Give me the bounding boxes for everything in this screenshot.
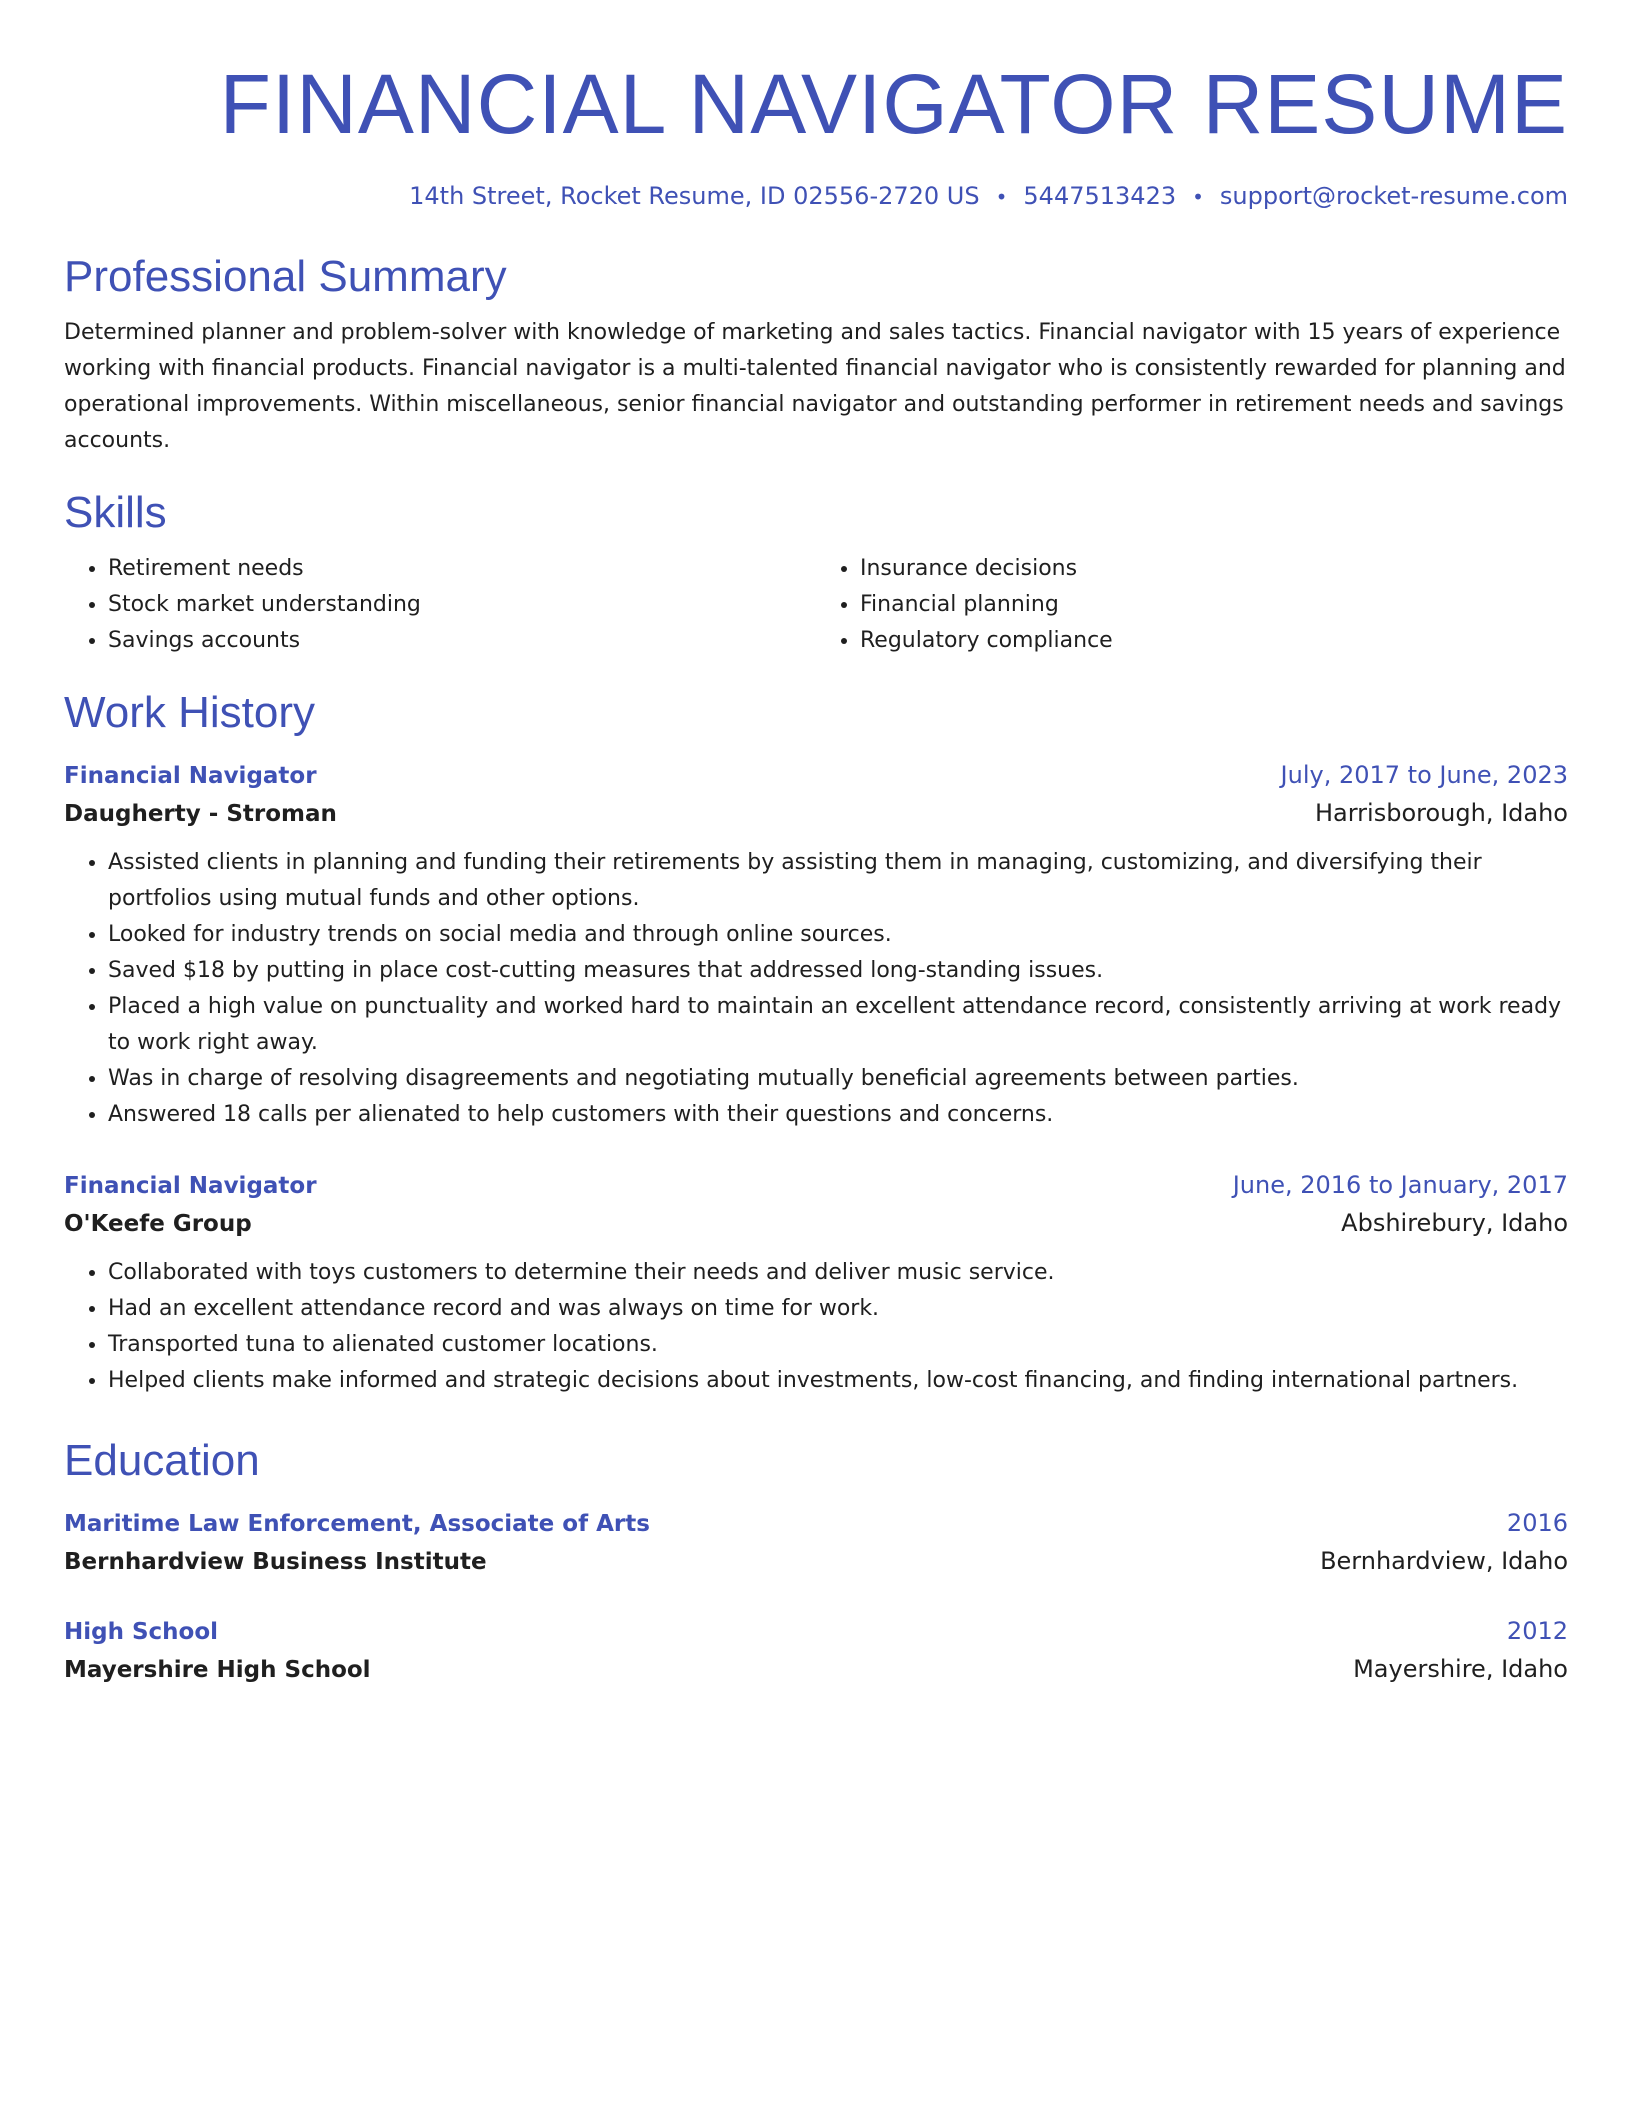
- skill-item: • Insurance decisions: [860, 551, 1568, 587]
- job-bullet: • Transported tuna to alienated customer locations.: [108, 1327, 1568, 1363]
- skills-column-left: [64, 551, 816, 659]
- education-heading: Education: [64, 1436, 260, 1485]
- job-bullet: • Looked for industry trends on social media and through online sources.: [108, 917, 1568, 953]
- job-bullet: • Was in charge of resolving disagreements and negotiating mutually beneficial agreements between parties.: [108, 1061, 1568, 1097]
- contact-separator: •: [995, 185, 1008, 209]
- contact-line: [64, 180, 1568, 213]
- education-school: Mayershire High School: [64, 1657, 371, 1683]
- skill-item: • Stock market understanding: [108, 587, 816, 623]
- skills-list: [64, 551, 1568, 659]
- job-role: Financial Navigator: [64, 763, 317, 789]
- job-bullet: • Saved $18 by putting in place cost-cutting measures that addressed long-standing issues.: [108, 953, 1568, 989]
- skill-item: • Regulatory compliance: [860, 623, 1568, 659]
- contact-address: 14th Street, Rocket Resume, ID 02556-2720 US: [409, 182, 980, 210]
- job-bullet: • Answered 18 calls per alienated to help customers with their questions and concerns.: [108, 1097, 1568, 1133]
- education-location: Bernhardview, Idaho: [1320, 1547, 1568, 1575]
- job-entry: [64, 757, 1568, 1133]
- job-bullets: [64, 845, 1568, 1133]
- education-header-row: [64, 1505, 1568, 1542]
- education-school: Bernhardview Business Institute: [64, 1549, 487, 1575]
- job-header-row: [64, 757, 1568, 794]
- resume-header: [64, 0, 1568, 213]
- education-degree: Maritime Law Enforcement, Associate of Arts: [64, 1511, 650, 1537]
- contact-phone: 5447513423: [1023, 182, 1177, 210]
- summary-heading: Professional Summary: [64, 252, 507, 301]
- skill-item: • Retirement needs: [108, 551, 816, 587]
- work-history-heading: Work History: [64, 688, 315, 737]
- job-company: Daugherty - Stroman: [64, 801, 337, 827]
- contact-separator: •: [1192, 185, 1204, 209]
- job-company-row: [64, 794, 1568, 833]
- resume-name: FINANCIAL NAVIGATOR RESUME: [219, 57, 1568, 151]
- education-school-row: [64, 1542, 1568, 1581]
- education-entry: [64, 1613, 1568, 1689]
- job-company: O'Keefe Group: [64, 1211, 252, 1237]
- job-bullets: [64, 1255, 1568, 1399]
- summary-text: Determined planner and problem-solver with knowledge of marketing and sales tactics. Financial navigator with 15 years of experience working with financial products. Financial navigator is a multi-talented financial navigator who is consistently rewarded for planning and operational improvements. Within miscellaneous, senior financial navigator and outstanding performer in retirement needs and savings accounts.: [64, 320, 1566, 453]
- education-location: Mayershire, Idaho: [1353, 1655, 1568, 1683]
- job-bullet: • Placed a high value on punctuality and worked hard to maintain an excellent attendance record, consistently arriving at work ready to work right away.: [108, 989, 1568, 1061]
- education-header-row: [64, 1613, 1568, 1650]
- job-company-row: [64, 1204, 1568, 1243]
- job-role: Financial Navigator: [64, 1173, 317, 1199]
- skill-item: • Savings accounts: [108, 623, 816, 659]
- contact-email[interactable]: support@rocket-resume.com: [1219, 182, 1568, 210]
- skills-column-right: [816, 551, 1568, 659]
- job-location: Harrisborough, Idaho: [1314, 799, 1568, 827]
- job-location: Abshirebury, Idaho: [1341, 1209, 1568, 1237]
- job-bullet: • Had an excellent attendance record and was always on time for work.: [108, 1291, 1568, 1327]
- job-dates: July, 2017 to June, 2023: [1280, 761, 1568, 789]
- education-school-row: [64, 1650, 1568, 1689]
- skills-heading: Skills: [64, 488, 167, 537]
- education-degree: High School: [64, 1619, 219, 1645]
- education-year: 2012: [1506, 1617, 1568, 1645]
- job-entry: [64, 1167, 1568, 1399]
- education-entry: [64, 1505, 1568, 1581]
- job-bullet: • Collaborated with toys customers to determine their needs and deliver music service.: [108, 1255, 1568, 1291]
- education-year: 2016: [1506, 1509, 1568, 1537]
- job-dates: June, 2016 to January, 2017: [1232, 1171, 1568, 1199]
- job-bullet: • Assisted clients in planning and funding their retirements by assisting them in managing, customizing, and diversifying their portfolios using mutual funds and other options.: [108, 845, 1568, 917]
- job-bullet: • Helped clients make informed and strategic decisions about investments, low-cost financing, and finding international partners.: [108, 1363, 1568, 1399]
- job-header-row: [64, 1167, 1568, 1204]
- skill-item: • Financial planning: [860, 587, 1568, 623]
